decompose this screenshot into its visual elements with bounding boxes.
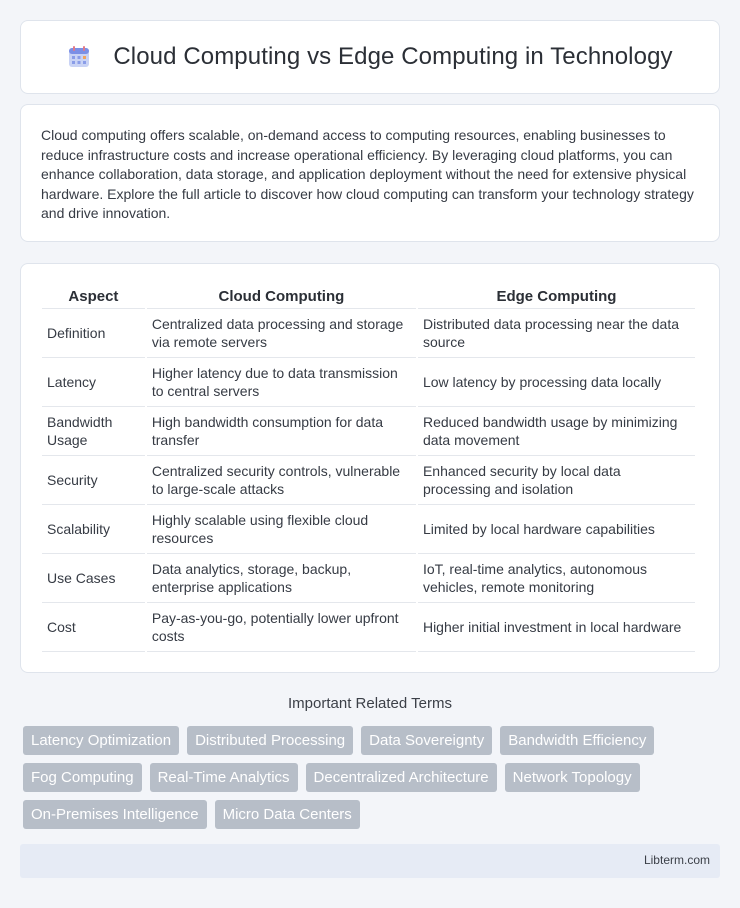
related-term-tag[interactable]: Data Sovereignty [361,726,492,755]
cell-edge: IoT, real-time analytics, autonomous vehicles, remote monitoring [418,554,695,603]
table-row [42,309,695,358]
cell-cloud: Higher latency due to data transmission to central servers [147,358,416,407]
intro-text: Cloud computing offers scalable, on-demand access to computing resources, enabling businesses to reduce infrastructure costs and increase operational efficiency. By leveraging cloud platforms, you can enhance collaboration, data storage, and application deployment without the need for extensive physical hardware. Explore the full article to discover how cloud computing can transform your technology strategy and drive innovation. [41,127,694,221]
table-header-row [42,286,695,309]
cell-aspect: Cost [42,603,145,652]
comparison-table [40,286,697,652]
column-header-edge: Edge Computing [418,286,695,309]
table-row [42,554,695,603]
table-row [42,358,695,407]
calendar-icon [67,45,91,69]
related-term-tag[interactable]: Latency Optimization [23,726,179,755]
table-row [42,505,695,554]
related-term-tag[interactable]: Distributed Processing [187,726,353,755]
footer-site-link[interactable]: Libterm.com [643,853,710,867]
comparison-table-card [20,263,720,673]
cell-aspect: Latency [42,358,145,407]
cell-cloud: Centralized security controls, vulnerable to large-scale attacks [147,456,416,505]
related-term-tag[interactable]: Fog Computing [23,763,142,792]
related-terms-title: Important Related Terms [288,695,452,712]
table-row [42,603,695,652]
cell-aspect: Use Cases [42,554,145,603]
table-row [42,407,695,456]
related-term-tag[interactable]: On-Premises Intelligence [23,800,207,829]
page-title: Cloud Computing vs Edge Computing in Technology [113,43,673,70]
cell-cloud: Highly scalable using flexible cloud resources [147,505,416,554]
cell-edge: Limited by local hardware capabilities [418,505,695,554]
footer [20,844,720,878]
cell-edge: Distributed data processing near the data source [418,309,695,358]
cell-cloud: Centralized data processing and storage via remote servers [147,309,416,358]
intro-card [20,104,720,242]
related-terms-list [23,726,703,829]
cell-aspect: Definition [42,309,145,358]
cell-edge: Enhanced security by local data processing and isolation [418,456,695,505]
cell-edge: Low latency by processing data locally [418,358,695,407]
related-term-tag[interactable]: Network Topology [505,763,640,792]
related-term-tag[interactable]: Real-Time Analytics [150,763,298,792]
related-term-tag[interactable]: Decentralized Architecture [306,763,497,792]
cell-aspect: Scalability [42,505,145,554]
cell-aspect: Bandwidth Usage [42,407,145,456]
header-card [20,20,720,94]
cell-aspect: Security [42,456,145,505]
cell-cloud: Data analytics, storage, backup, enterprise applications [147,554,416,603]
column-header-cloud: Cloud Computing [147,286,416,309]
cell-edge: Reduced bandwidth usage by minimizing data movement [418,407,695,456]
related-term-tag[interactable]: Bandwidth Efficiency [500,726,654,755]
cell-edge: Higher initial investment in local hardware [418,603,695,652]
column-header-aspect: Aspect [42,286,145,309]
related-term-tag[interactable]: Micro Data Centers [215,800,360,829]
table-row [42,456,695,505]
cell-cloud: Pay-as-you-go, potentially lower upfront costs [147,603,416,652]
cell-cloud: High bandwidth consumption for data transfer [147,407,416,456]
